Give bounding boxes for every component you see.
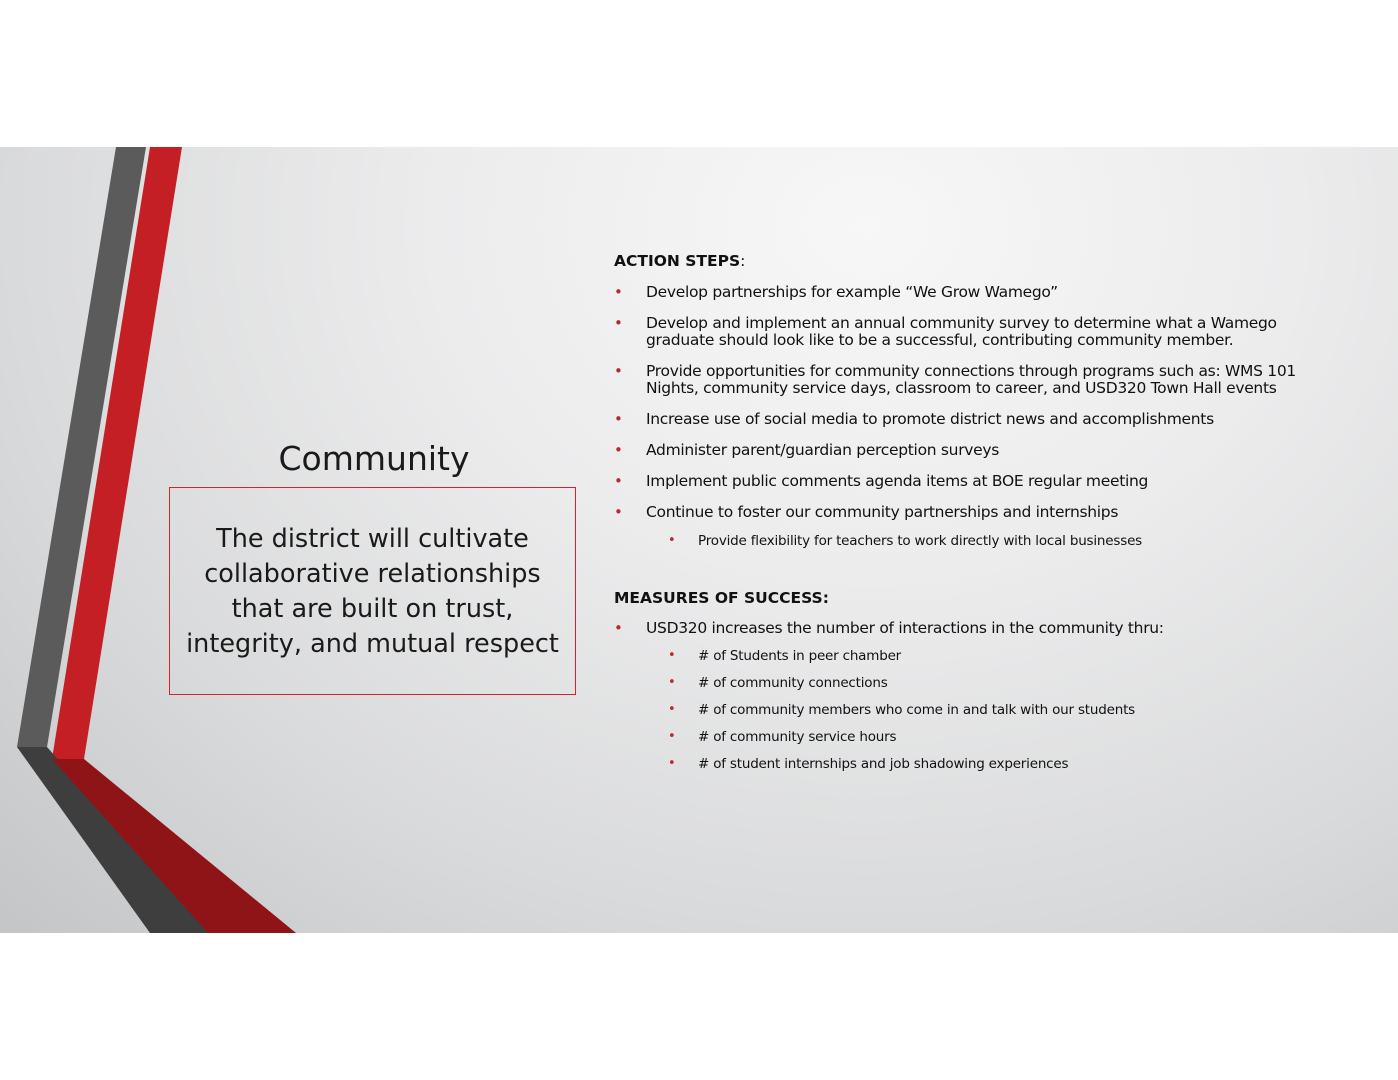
list-item xyxy=(614,411,1334,428)
action-step-text: Continue to foster our community partnerships and internships xyxy=(646,503,1119,521)
list-item xyxy=(614,620,1334,637)
measures-sublist xyxy=(614,648,1334,772)
list-item xyxy=(614,473,1334,490)
list-item xyxy=(614,315,1334,349)
bullet-icon: • xyxy=(614,619,623,637)
bullet-icon: • xyxy=(668,648,676,663)
action-step-text: Develop and implement an annual community survey to determine what a Wamego graduate should look like to be a successful, contributing community member. xyxy=(646,314,1277,349)
measures-heading: MEASURES OF SUCCESS: xyxy=(614,589,829,607)
list-item xyxy=(614,702,1334,718)
measure-subitem-text: # of student internships and job shadowing experiences xyxy=(698,756,1069,772)
action-steps-heading xyxy=(614,251,1334,271)
bullet-icon: • xyxy=(614,283,623,301)
list-item xyxy=(614,284,1334,301)
measure-subitem-text: # of community connections xyxy=(698,675,888,691)
measure-subitem-text: # of community members who come in and talk with our students xyxy=(698,702,1136,718)
measure-text: USD320 increases the number of interactions in the community thru: xyxy=(646,619,1164,637)
list-item xyxy=(614,533,1334,549)
action-step-text: Provide opportunities for community connections through programs such as: WMS 101 Nights, community service days, classroom to career, and USD320 Town Hall events xyxy=(646,362,1296,397)
action-steps-heading-text: ACTION STEPS xyxy=(614,252,741,270)
list-item xyxy=(614,675,1334,691)
bullet-icon: • xyxy=(614,314,623,332)
list-item xyxy=(614,648,1334,664)
list-item xyxy=(614,442,1334,459)
bullet-icon: • xyxy=(614,362,623,380)
measure-subitem-text: # of Students in peer chamber xyxy=(698,648,902,664)
content-area xyxy=(614,251,1334,772)
bullet-icon: • xyxy=(614,410,623,428)
bullet-icon: • xyxy=(668,729,676,744)
slide-title: Community xyxy=(278,439,470,478)
bullet-icon: • xyxy=(668,675,676,690)
action-steps-sublist xyxy=(614,533,1334,549)
action-step-text: Increase use of social media to promote district news and accomplishments xyxy=(646,410,1214,428)
bullet-icon: • xyxy=(614,472,623,490)
bullet-icon: • xyxy=(668,533,676,548)
measure-subitem-text: # of community service hours xyxy=(698,729,897,745)
measures-list xyxy=(614,620,1334,637)
goal-statement: The district will cultivate collaborative relationships that are built on trust, integrity, and mutual respect xyxy=(186,524,559,659)
bullet-icon: • xyxy=(614,441,623,459)
action-step-text: Administer parent/guardian perception surveys xyxy=(646,441,1000,459)
list-item xyxy=(614,756,1334,772)
action-steps-heading-colon: : xyxy=(740,252,746,270)
list-item xyxy=(614,363,1334,397)
bullet-icon: • xyxy=(668,756,676,771)
list-item xyxy=(614,729,1334,745)
list-item xyxy=(614,504,1334,521)
action-substep-text: Provide flexibility for teachers to work directly with local businesses xyxy=(698,533,1143,549)
slide xyxy=(0,147,1398,933)
action-step-text: Implement public comments agenda items at BOE regular meeting xyxy=(646,472,1149,490)
bullet-icon: • xyxy=(614,503,623,521)
action-steps-list xyxy=(614,284,1334,521)
goal-box xyxy=(169,487,576,695)
action-step-text: Develop partnerships for example “We Grow Wamego” xyxy=(646,283,1058,301)
bullet-icon: • xyxy=(668,702,676,717)
